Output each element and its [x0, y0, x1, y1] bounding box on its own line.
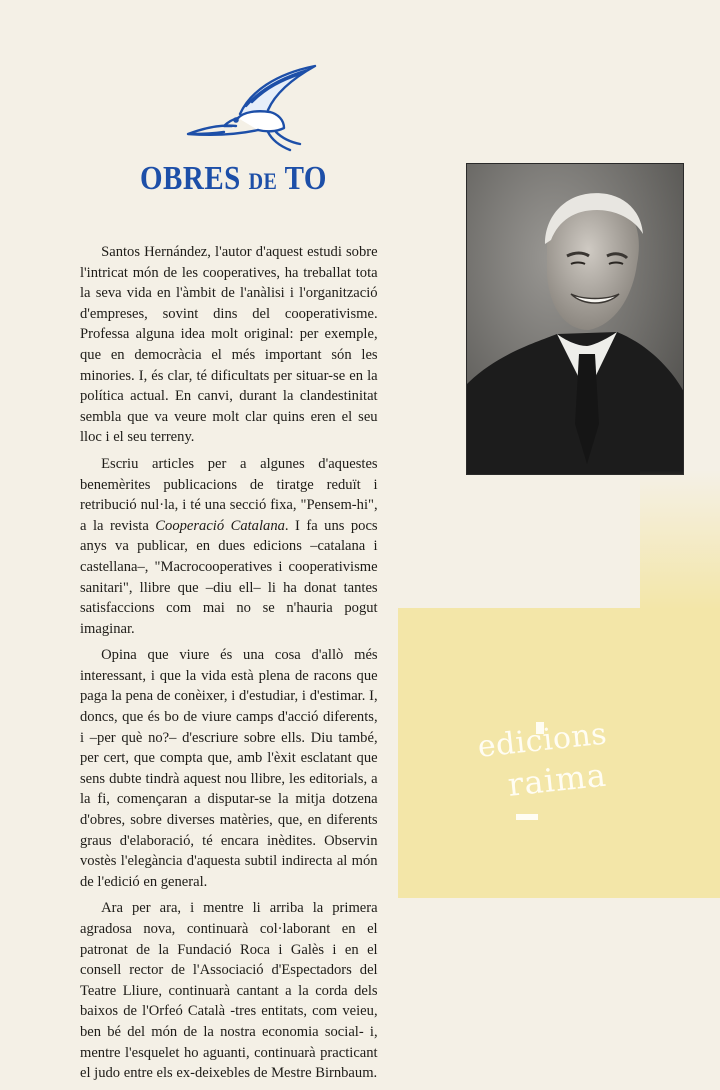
publisher-logo — [476, 716, 616, 832]
publisher-series-logo — [140, 62, 327, 197]
publisher-name-line2: raima — [506, 755, 609, 804]
yellow-fade — [640, 470, 720, 610]
bio-paragraph-1: Santos Hernández, l'autor d'aquest estudi sobre l'intricat món de les cooperatives, ha treballat tota la seva vida en l'àmbit de l'anàlisi i l'organització d'empreses, sovint dins del cooperativisme. Professa alguna idea molt original: per exemple, que en democràcia el més important són les minories. I, és clar, té dificultats per situar-se en la política actual. En canvi, durant la clandestinitat sembla que va veure molt clar quins eren el seu lloc i el seu terreny. — [80, 243, 378, 446]
bio-paragraph-4: Ara per ara, i mentre li arriba la primera agradosa nova, continuarà col·laborant en el patronat de la Fundació Roca i Galès i en el consell rector de l'Associació d'Espectadors del Teatre Lliure, continuarà cantant a la corda dels baixos de l'Orfeó Català -tres entitats, com veieu, ben bé del món de la nostra economia social- i, mentre l'esquelet ho aguanti, continuarà practicant el judo entre els ex-deixebles de Mestre Birnbaum. — [80, 899, 378, 1082]
series-title: OBRES DE TO — [140, 160, 327, 197]
bio-paragraph-3: Opina que viure és una cosa d'allò més interessant, i que la vida està plena de racons que paga la pena de conèixer, i d'estudiar, i d'estimar. I, doncs, que és bo de viure camps d'acció diferents, i –per què no?– d'escriure sobre ells. Diu també, per cert, que compta que, amb l'èxit esclatant que sens dubte tindrà aquest nou llibre, les editorials, a la fi, començaran a disputar-se la mitja dotzena d'obres, sobre diverses matèries, que, en diferents graus d'elaboració, té encara inèdites. Observin vostès l'elegància d'aquesta subtil indirecta al món de l'edició en general. — [80, 646, 378, 890]
author-photo — [466, 163, 684, 475]
seagull-icon — [180, 62, 320, 157]
logo-mark-bottom — [516, 814, 538, 820]
author-biography — [80, 242, 378, 1090]
author-portrait-image — [467, 164, 684, 475]
bio-paragraph-2: Escriu articles per a algunes d'aquestes benemèrites publicacions de tiratge reduït i retribució nul·la, i té una secció fixa, "Pensem-hi", a la revista Cooperació Catalana. I fa uns pocs anys va publicar, en dues edicions –catalana i castellana–, "Macrocooperatives i cooperativisme sanitari", llibre que –diu ell– li ha donat tantes satisfaccions com mai no se n'hauria pogut imaginar. — [80, 454, 378, 637]
publisher-name-line1: edicions — [476, 716, 609, 765]
magazine-title: Cooperació Catalana — [155, 516, 285, 534]
